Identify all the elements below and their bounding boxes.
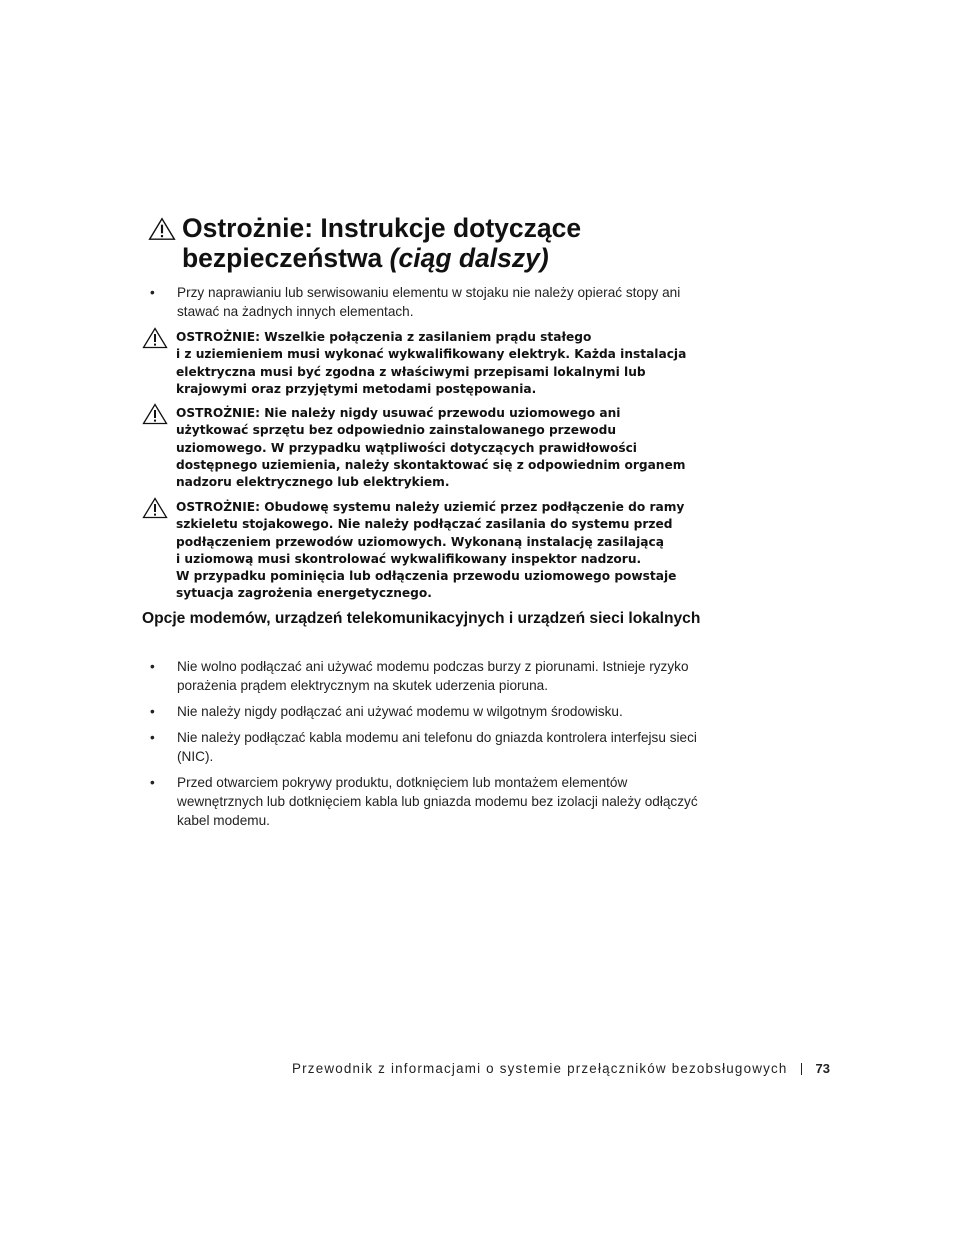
warning-triangle-icon	[142, 497, 168, 519]
caution-line: uziomowego. W przypadku wątpliwości dotyczących prawidłowości	[176, 440, 637, 455]
caution-line: OSTROŻNIE: Wszelkie połączenia z zasilaniem prądu stałego	[176, 330, 592, 344]
bullet-symbol: •	[150, 659, 155, 674]
caution-notice	[142, 329, 724, 398]
warning-triangle-icon	[148, 217, 176, 241]
bullet-symbol: •	[150, 704, 155, 719]
page-number: 73	[815, 1061, 830, 1076]
page-title-line-2	[148, 243, 708, 273]
caution-line: szkieletu stojakowego. Nie należy podłączać zasilania do systemu przed	[176, 517, 673, 532]
page-footer	[0, 1061, 830, 1076]
page-title-text-2: bezpieczeństwa	[182, 243, 390, 273]
caution-line: i uziomową musi skontrolować wykwalifikowany inspektor nadzoru.	[176, 551, 642, 566]
bullet-symbol: •	[150, 730, 155, 745]
page-title	[148, 213, 708, 273]
list-item-text: Przed otwarciem pokrywy produktu, dotknięciem lub montażem elementów wewnętrznych lub dotknięciem kabla lub gniazda modemu bez izolacji należy odłączyć kabel modemu.	[177, 775, 698, 828]
caution-notice	[142, 499, 724, 603]
page-title-text-1: Ostrożnie: Instrukcje dotyczące	[182, 213, 582, 243]
modem-bullet-list	[150, 657, 710, 837]
caution-line: OSTROŻNIE: Nie należy nigdy usuwać przewodu uziomowego ani	[176, 406, 621, 420]
caution-line: OSTROŻNIE: Obudowę systemu należy uziemić przez podłączenie do ramy	[176, 500, 685, 514]
page-title-continued: (ciąg dalszy)	[389, 243, 549, 273]
caution-notice	[142, 405, 724, 491]
caution-line: podłączeniem przewodów uziomowych. Wykonaną instalację zasilającą	[176, 534, 664, 549]
bullet-symbol: •	[150, 775, 155, 790]
list-item	[150, 728, 710, 766]
caution-line: W przypadku pominięcia lub odłączenia przewodu uziomowego powstaje	[176, 569, 677, 584]
warning-triangle-icon	[142, 403, 168, 425]
list-item-text: Nie należy nigdy podłączać ani używać modemu w wilgotnym środowisku.	[177, 704, 623, 719]
list-item	[150, 283, 710, 321]
caution-line: krajowymi oraz przyjętymi metodami postępowania.	[176, 381, 537, 396]
warning-triangle-icon	[142, 327, 168, 349]
caution-line: elektryczna musi być zgodna z właściwymi przepisami lokalnymi lub	[176, 364, 646, 379]
bullet-symbol: •	[150, 285, 155, 300]
list-item	[150, 773, 710, 830]
caution-line: dostępnego uziemienia, należy skontaktować się z odpowiednim organem	[176, 457, 686, 472]
page-title-line-1	[148, 213, 708, 243]
list-item-text: Nie wolno podłączać ani używać modemu podczas burzy z piorunami. Istnieje ryzyko porażenia prądem elektrycznym na skutek uderzenia pioruna.	[177, 659, 689, 693]
top-bullet-list	[150, 283, 710, 328]
caution-line: użytkować sprzętu bez odpowiednio zainstalowanego przewodu	[176, 423, 617, 438]
section-heading: Opcje modemów, urządzeń telekomunikacyjnych i urządzeń sieci lokalnych	[142, 610, 701, 627]
list-item-text: Przy naprawianiu lub serwisowaniu elementu w stojaku nie należy opierać stopy ani stawać na żadnych innych elementach.	[177, 285, 681, 319]
list-item	[150, 657, 710, 695]
list-item	[150, 702, 710, 721]
footer-document-title: Przewodnik z informacjami o systemie przełączników bezobsługowych	[292, 1061, 788, 1076]
caution-line: sytuacja zagrożenia energetycznego.	[176, 586, 432, 601]
footer-separator	[801, 1063, 802, 1075]
caution-line: nadzoru elektrycznego lub elektrykiem.	[176, 475, 450, 490]
caution-line: i z uziemieniem musi wykonać wykwalifikowany elektryk. Każda instalacja	[176, 347, 687, 362]
list-item-text: Nie należy podłączać kabla modemu ani telefonu do gniazda kontrolera interfejsu sieci (NIC).	[177, 730, 697, 764]
